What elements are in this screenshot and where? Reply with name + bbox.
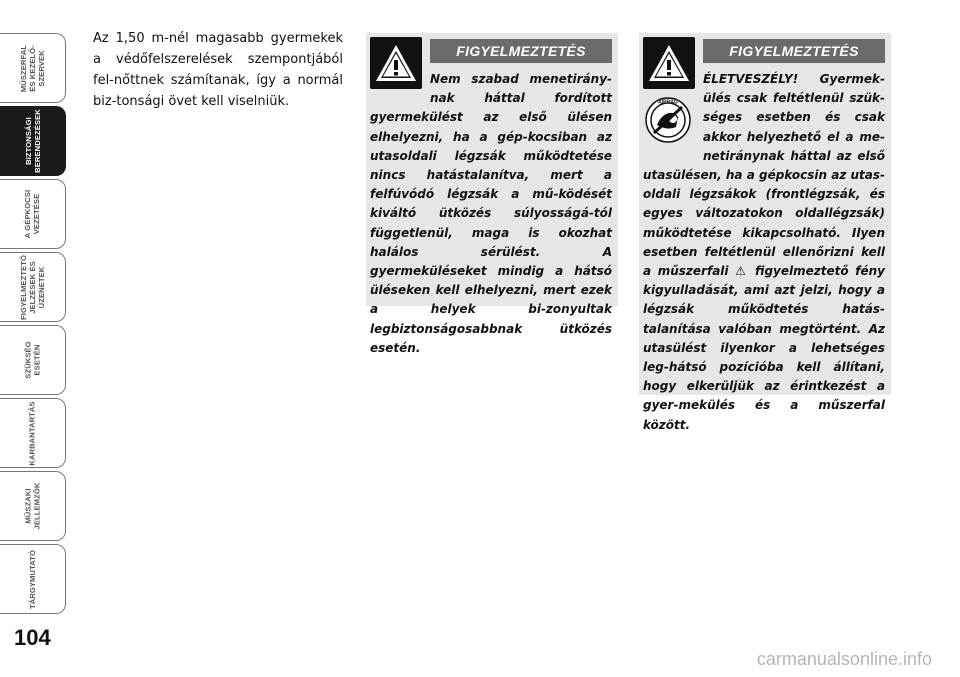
- tab-muszaki-jellemzok[interactable]: [0, 471, 66, 541]
- tab-muszerfal[interactable]: [0, 33, 66, 103]
- tab-label: FIGYELMEZTETŐ JELZÉSEK ÉS ÜZENETEK: [19, 254, 47, 320]
- warning-box-1: [366, 33, 618, 355]
- tab-label: SZÜKSÉG ESETÉN: [23, 341, 42, 379]
- warning-header: FIGYELMEZTETÉS: [703, 39, 885, 63]
- tab-biztonsagi-berendezesek[interactable]: [0, 106, 66, 176]
- warning-text-content: Nem szabad menetirány-nak háttal fordított gyermekülést az első ülésen elhelyezni, ha a gép-kocsiban az utasoldali légzsák működtetése nincs hatástalanítva, mert a felfúvódó légzsák a mű-ködését kiváltó ütközés súlyosságá-tól függetlenül, maga is okozhat halálos sérülést. A gyermeküléseket mindig a hátsó üléseken kell elhelyezni, mert ezek a helyek bi-zonyultak legbiztonságosabbnak ütközés esetén.: [370, 72, 612, 355]
- warning-header: FIGYELMEZTETÉS: [430, 39, 612, 63]
- tab-label: MŰSZERFAL ÉS KEZELŐ- SZERVEK: [19, 44, 46, 92]
- warning-box-2: [639, 33, 891, 432]
- tab-gepkocsi-vezetese[interactable]: [0, 179, 66, 249]
- page-number: 104: [14, 625, 51, 650]
- warning-text-content: ÉLETVESZÉLY! Gyermek-ülés csak feltétlenül szük-séges esetben és csak akkor helyezhető el a me-netiránynak háttal az első utasülésen, ha a gépkocsin az utas-oldali légzsákok (frontlégzsák, és egyes változatokon oldallégzsák) működtetése kikapcsolható. Ilyen esetben feltétlenül ellenőrizni kell a műszerfali ⚠ figyelmeztető fény kigyulladását, ami azt jelzi, hogy a légzsák működtetés hatás-talanítása valóban megtörtént. Az utasülést ilyenkor a lehetséges leg-hátsó pozícióba kell állítani, hogy elkerüljük az érintkezést a gyer-mekülés és a műszerfal között.: [643, 72, 885, 432]
- tab-targymutato[interactable]: [0, 544, 66, 614]
- tab-label: BIZTONSÁGI BERENDEZÉSEK: [23, 109, 42, 173]
- tab-label: TÁRGYMUTATÓ: [28, 549, 37, 609]
- warning-text: [370, 70, 612, 358]
- warning-text: [643, 70, 885, 435]
- chapter-sidebar: [0, 33, 66, 617]
- watermark: carmanualsonline.info: [756, 649, 932, 669]
- tab-karbantartas[interactable]: [0, 398, 66, 468]
- tab-szukseg-eseten[interactable]: [0, 325, 66, 395]
- tab-label: A GÉPKOCSI VEZETÉSE: [23, 189, 42, 239]
- intro-paragraph: Az 1,50 m-nél magasabb gyermekek a védőfelszerelések szempontjából fel-nőttnek számítanak, így a normál biz-tonsági övet kell viselniük.: [93, 31, 343, 109]
- airbag-label: AIRBAG: [658, 99, 678, 106]
- tab-figyelmezteto-jelzesek[interactable]: [0, 252, 66, 322]
- tab-label: KARBANTARTÁS: [28, 400, 37, 466]
- tab-label: MŰSZAKI JELLEMZŐK: [23, 482, 42, 530]
